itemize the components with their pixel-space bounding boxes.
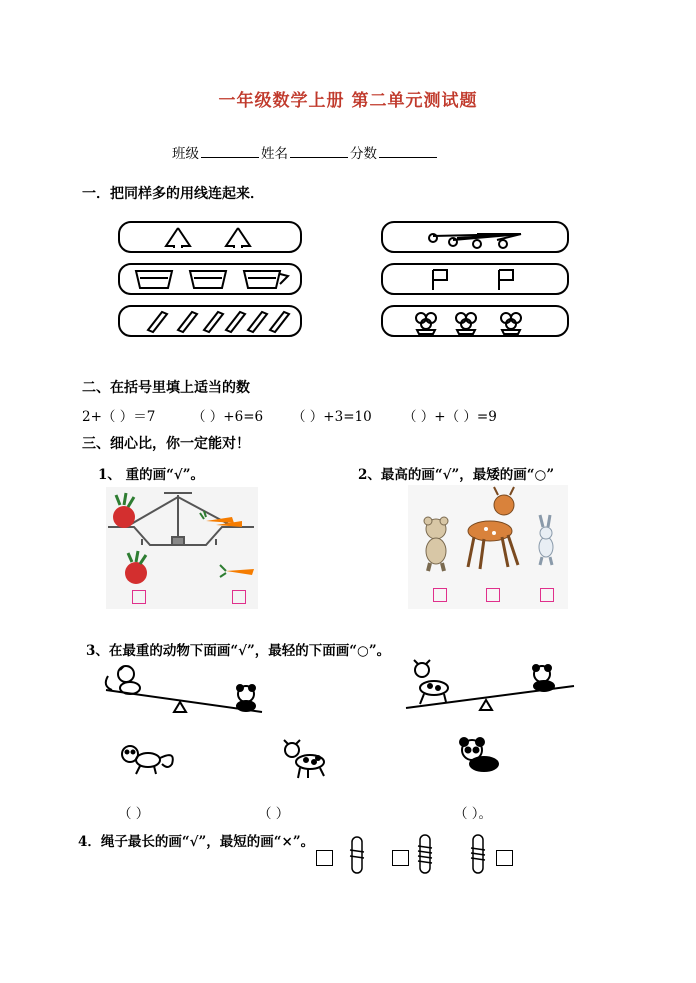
score-blank[interactable] (379, 145, 437, 158)
section3-heading: 三、细心比，你一定能对！ (82, 436, 250, 452)
page-title: 一年级数学上册 第二单元测试题 (218, 91, 478, 111)
answer-paren-3[interactable]: （ ）。 (454, 806, 493, 822)
answer-paren-2[interactable]: （ ） (258, 806, 290, 822)
equation-2[interactable]: （ ）+6=6 (192, 409, 264, 425)
equation-1[interactable]: 2+（ ）＝7 (82, 409, 156, 425)
answer-box-radish[interactable] (132, 590, 146, 604)
class-label: 班级 (172, 146, 199, 162)
answer-box-bear[interactable] (433, 588, 447, 602)
name-label: 姓名 (261, 146, 288, 162)
rope-figure-1 (346, 836, 368, 874)
monkey-figure (116, 740, 180, 776)
matching-picture-left (118, 220, 302, 340)
equation-4[interactable]: （ ）+（ ）=9 (403, 409, 497, 425)
question3-text: 3、在最重的动物下面画“√”，最轻的下面画“○”。 (86, 643, 391, 659)
deer-figure (280, 740, 336, 780)
matching-picture-right (381, 220, 569, 340)
rope-answer-box-3[interactable] (496, 850, 513, 866)
class-blank[interactable] (201, 145, 259, 158)
student-info-line (172, 142, 439, 162)
section4-heading: 4．绳子最长的画“√”，最短的画“×”。 (78, 834, 315, 850)
rope-figure-3 (467, 834, 489, 874)
answer-box-carrot[interactable] (232, 590, 246, 604)
answer-box-deer[interactable] (486, 588, 500, 602)
score-label: 分数 (350, 146, 377, 162)
seesaw-picture-1 (100, 662, 266, 718)
section1-heading: 一．把同样多的用线连起来． (82, 186, 264, 202)
question1-text: 1、 重的画“√”。 (98, 467, 204, 483)
rope-answer-box-1[interactable] (316, 850, 333, 866)
name-blank[interactable] (290, 145, 348, 158)
equation-3[interactable]: （ ）+3=10 (292, 409, 372, 425)
seesaw-picture-2 (400, 660, 580, 716)
panda-figure (454, 736, 506, 774)
question2-text: 2、最高的画“√”，最矮的画“○” (358, 467, 555, 483)
section2-heading: 二、在括号里填上适当的数 (82, 380, 250, 396)
answer-box-rabbit[interactable] (540, 588, 554, 602)
rope-answer-box-2[interactable] (392, 850, 409, 866)
rope-figure-2 (414, 834, 436, 874)
answer-paren-1[interactable]: （ ） (118, 806, 150, 822)
